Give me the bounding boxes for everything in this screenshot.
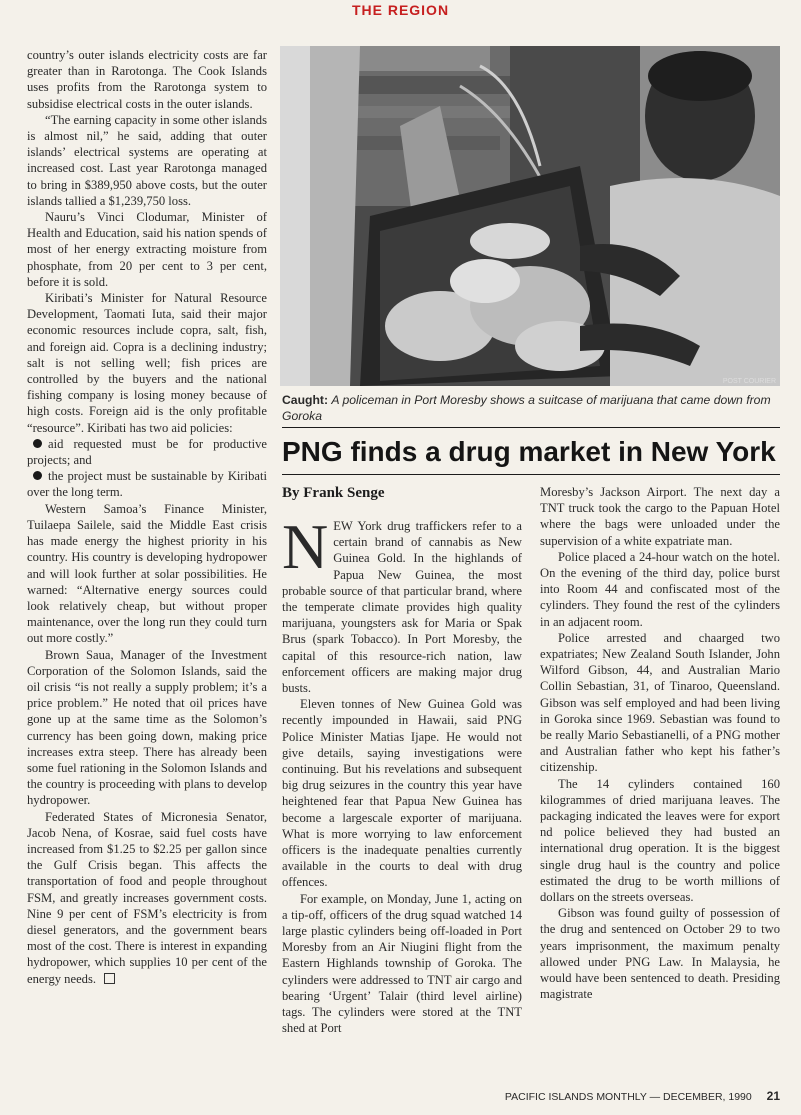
end-mark-icon: [104, 973, 115, 984]
caption-text: A policeman in Port Moresby shows a suitcase of marijuana that came down from Goroka: [282, 393, 771, 423]
headline-rule-top: [282, 427, 780, 428]
section-heading: THE REGION: [351, 2, 450, 18]
headline-rule-bottom: [282, 474, 780, 475]
paragraph: Eleven tonnes of New Guinea Gold was recently impounded in Hawaii, said PNG Police Minister Matias Ijape. He would not give details, saying investigations were continuing. But his revelations and subsequent big drug seizures in the country this year have heightened fear that Papua New Guinea has become a largescale exporter of marijuana. What is more worrying to law enforcement officers is the inadequate penalties currently available in the courts to deal with drug offences.: [282, 697, 522, 890]
bullet-text: the project must be sustainable by Kiribati over the long term.: [27, 469, 267, 500]
byline: By Frank Senge: [282, 485, 385, 501]
photo-credit: POST COURIER: [722, 378, 776, 385]
bullet-icon: [33, 471, 42, 480]
page-number: 21: [766, 1089, 780, 1103]
drop-cap: N: [282, 511, 329, 582]
news-photo: [280, 46, 780, 386]
paragraph: [27, 809, 267, 987]
bullet-item: [27, 468, 267, 500]
bullet-icon: [33, 439, 42, 448]
right-column: [540, 484, 780, 1003]
lead-text: EW York drug traffickers refer to a certain brand of cannabis as New Guinea Gold. In the highlands of Papua New Guinea, the most probable source of that particular brand, where the temperate climate provides high quality marijuana, youngsters ask for Maria or Spak Brus (spark Tobacco). In Port Moresby, the capital of this resource-rich nation, law enforcement officers are making major drug busts.: [282, 519, 522, 696]
paragraph: Police placed a 24-hour watch on the hotel. On the evening of the third day, police burst into Room 44 and confiscated most of the cylinders. They found the rest of the cylinders in an adjacent room.: [540, 549, 780, 629]
page-footer: [480, 1088, 780, 1105]
paragraph: For example, on Monday, June 1, acting on a tip-off, officers of the drug squad watched 14 large plastic cylinders being off-loaded in Port Moresby from an Air Niugini flight from the Eastern Highlands township of Goroka. The cylinders were addressed to TNT air cargo and bearing ‘Urgent’ Talair (third level airline) tags. The cylinders were stored at the TNT shed at Port: [282, 891, 522, 1036]
paragraph: country’s outer islands electricity costs are far greater than in Rarotonga. The Cook Islands uses profits from the Rarotonga system to subsidise electrical costs in the outer islands.: [27, 48, 267, 111]
paragraph-text: Federated States of Micronesia Senator, Jacob Nena, of Kosrae, said fuel costs have increased from $1.25 to $2.25 per gallon since the Gulf Crisis began. This affects the transportation of food and people throughout FSM, and greatly increases government costs. Nine 9 per cent of FSM’s electricity is from diesel generators, and the government bears most of the cost. There is interest in expanding hydropower, which supplies 10 per cent of the energy needs.: [27, 809, 267, 986]
photo-caption: [282, 392, 780, 424]
paragraph: “The earning capacity in some other islands is almost nil,” he said, adding that outer islands’ electrical systems are operating at increased cost. Last year Rarotonga managed to bring in $389,950 above costs, but the outer islands tallied a $1,239,750 loss.: [27, 112, 267, 208]
paragraph: The 14 cylinders contained 160 kilogrammes of dried marijuana leaves. The packaging indicated the leaves were for export nd police believed they had busted an international drug operation. It is the biggest single drug haul is the country and police estimated the drug to be worth millions of dollars on the streets overseas.: [540, 776, 780, 905]
left-column: [27, 47, 267, 987]
photo-illustration: [280, 46, 780, 386]
article-headline: PNG finds a drug market in New York: [282, 436, 776, 467]
paragraph: Moresby’s Jackson Airport. The next day a TNT truck took the cargo to the Papuan Hotel where the bags were unloaded under the supervision of a white expatriate man.: [540, 485, 780, 548]
lead-paragraph: [282, 511, 522, 696]
paragraph: Nauru’s Vinci Clodumar, Minister of Health and Education, said his nation spends of most of her energy extracting moisture from phosphate, from 20 per cent to 3 per cent, before it is sold.: [27, 210, 267, 289]
paragraph: Police arrested and chaarged two expatriates; New Zealand South Islander, John Wilford Gibson, 44, and Australian Mario Collin Sebastian, 31, of Tinaroo, Queensland. Gibson was self employed and had been living in Goroka since 1969. Sebastian was found to be really Mario Sebastianelli, of a PNG mother and Australian father who kept his father’s citizenship.: [540, 630, 780, 775]
bullet-text: aid requested must be for productive projects; and: [27, 436, 267, 468]
paragraph: Kiribati’s Minister for Natural Resource Development, Taomati Iuta, said their major economic resources include copra, salt, fish, and foreign aid. Copra is a declining industry; salt is not selling well; fish prices are controlled by the buyers and the national fishing company is losing money because of high costs. Foreign aid is the only profitable “resource”. Kiribati has two aid policies:: [27, 291, 267, 435]
paragraph: Western Samoa’s Finance Minister, Tuilaepa Sailele, said the Middle East crisis has made energy the highest priority in his country. His country is developing hydropower and will look further at solar possibilities. He warned: “Alternative energy sources could look relatively cheap, but without proper maintenance, over the long run they could turn out more costly.”: [27, 501, 267, 646]
paragraph: Gibson was found guilty of possession of the drug and sentenced on October 29 to two years imprisonment, the maximum penalty allowed under PNG Law. In Malaysia, he would have been sentenced to death. Presiding magistrate: [540, 906, 780, 1002]
caption-label: Caught:: [282, 393, 329, 407]
middle-column: [282, 511, 522, 1037]
bullet-item: [27, 436, 267, 468]
paragraph: Brown Saua, Manager of the Investment Corporation of the Solomon Islands, said the oil crisis “is not really a supply problem; it’s a price problem.” He noted that oil prices have gone up at the same time as the Solomon’s currency has been going down, making price increases extra steep. There has already been some fuel rationing in the Solomon Islands and the country is proceeding with plans to develop hydropower.: [27, 647, 267, 808]
publication-info: PACIFIC ISLANDS MONTHLY — DECEMBER, 1990: [504, 1091, 752, 1103]
